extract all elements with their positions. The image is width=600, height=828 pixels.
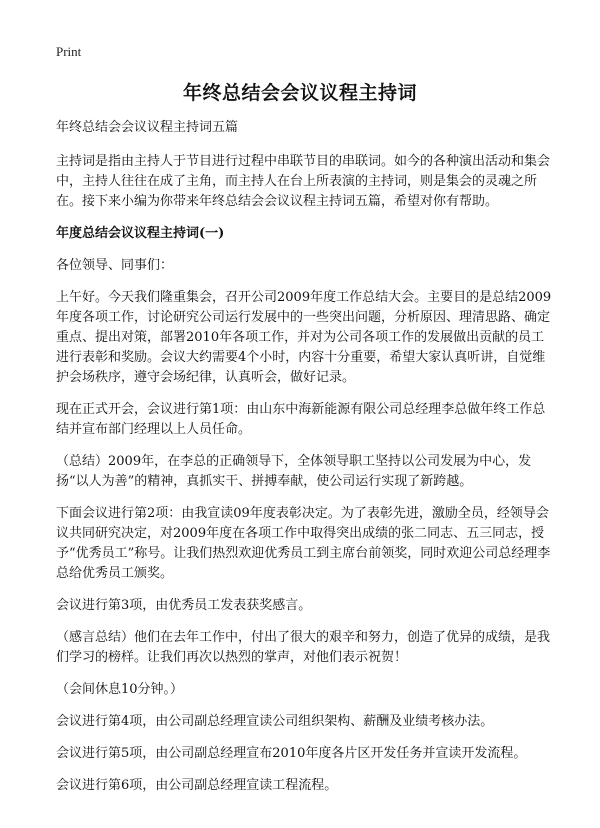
document-body	[56, 118, 552, 808]
document-subtitle: 年终总结会会议议程主持词五篇	[56, 120, 239, 135]
section-heading: 年度总结会议议程主持词(一)	[56, 226, 225, 241]
page-title: 年终总结会会议议程主持词	[182, 82, 417, 104]
print-link[interactable]: Print	[56, 44, 82, 59]
body-paragraph: 会议进行第3项，由优秀员工发表获奖感言。	[56, 598, 312, 613]
intro-paragraph: 主持词是指由主持人于节目进行过程中串联节目的串联词。如今的各种演出活动和集会中，主持人往往在成了主角，而主持人在台上所表演的主持词，则是集会的灵魂之所在。接下来小编为你带来年终总结会会议议程主持词五篇，希望对你有帮助。	[56, 154, 551, 209]
body-paragraph: 现在正式开会，会议进行第1项：由山东中海新能源有限公司总经理李总做年终工作总结并宣布部门经理以上人员任命。	[56, 402, 546, 437]
body-paragraph: 会议进行第4项，由公司副总经理宣读公司组织架构、薪酬及业绩考核办法。	[56, 714, 494, 729]
greeting-paragraph: 各位领导、同事们：	[56, 258, 174, 273]
body-paragraph: （感言总结）他们在去年工作中，付出了很大的艰辛和努力，创造了优异的成绩，是我们学习的榜样。让我们再次以热烈的掌声，对他们表示祝贺！	[56, 630, 551, 665]
body-paragraph: 上午好。今天我们隆重集会，召开公司2009年度工作总结大会。主要目的是总结2009年度各项工作，讨论研究公司运行发展中的一些突出问题，分析原因、理清思路、确定重点、提出对策，部署2010年各项工作，并对为公司各项工作的发展做出贡献的员工进行表彰和奖励。会议大约需要4个小时，内容十分重要，希望大家认真听讲，自觉维护会场秩序，遵守会场纪律，认真听会，做好记录。	[56, 290, 552, 385]
body-paragraph: （会间休息10分钟。）	[56, 682, 184, 697]
body-paragraph: （总结）2009年，在李总的正确领导下，全体领导职工坚持以公司发展为中心，发扬“以人为善”的精神，真抓实干、拼搏奉献，使公司运行实现了新跨越。	[56, 454, 532, 489]
body-paragraph: 会议进行第5项，由公司副总经理宣布2010年度各片区开发任务并宣读开发流程。	[56, 746, 527, 761]
body-paragraph: 下面会议进行第2项：由我宣读09年度表彰决定。为了表彰先进，激励全员，经领导会议共同研究决定，对2009年度在各项工作中取得突出成绩的张二同志、五三同志，授予“优秀员工”称号。让我们热烈欢迎优秀员工到主席台前领奖，同时欢迎公司总经理李总给优秀员工颁奖。	[56, 506, 551, 581]
body-paragraph: 会议进行第6项，由公司副总经理宣读工程流程。	[56, 778, 338, 793]
